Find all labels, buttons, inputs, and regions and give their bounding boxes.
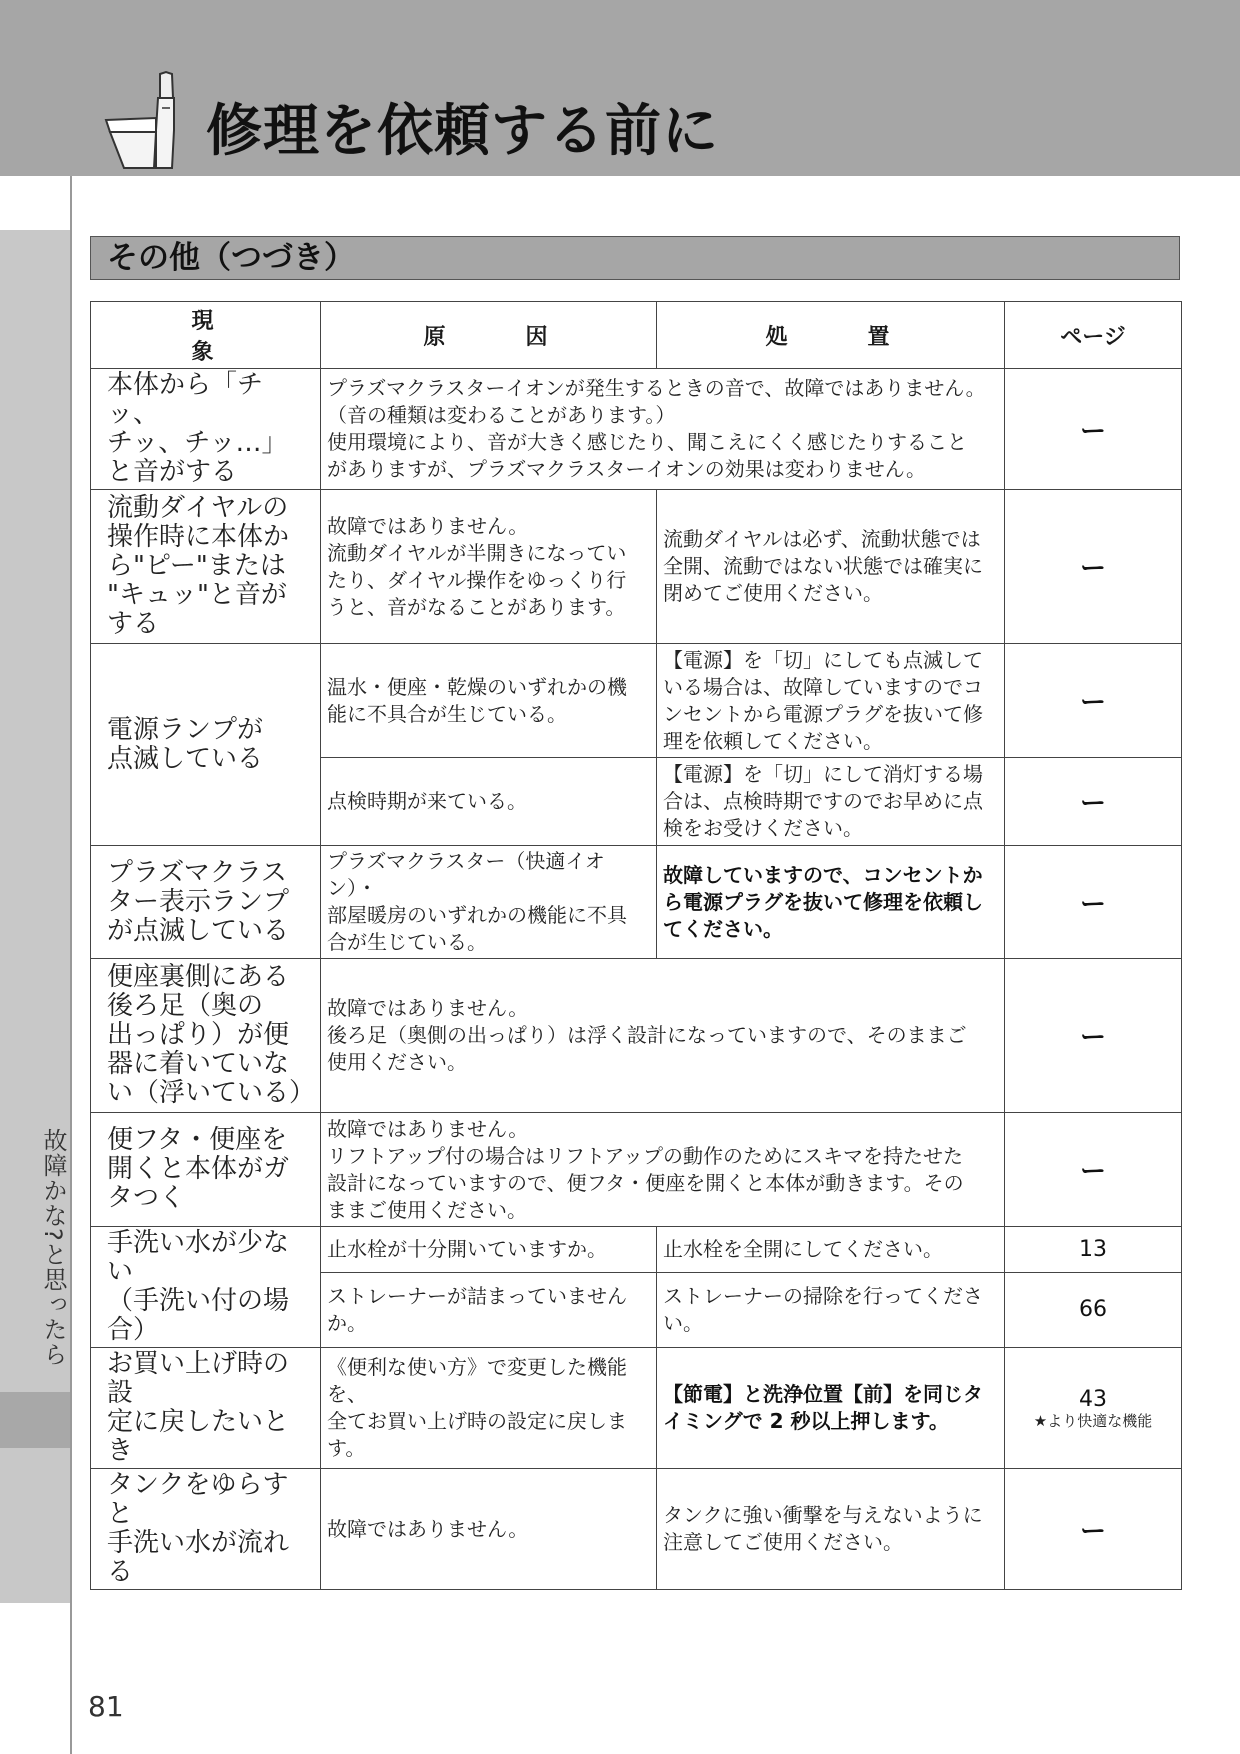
- cause-line: プラズマクラスター（快適イオン）・: [327, 849, 605, 900]
- cause-line: 流動ダイヤルが半開きになってい: [327, 540, 627, 565]
- cause-line: 使用環境により、音が大きく感じたり、聞こえにくく感じたりすること: [327, 430, 967, 454]
- page-cell: ー: [1005, 644, 1182, 758]
- symptom-line: お買い上げ時の設: [107, 1349, 290, 1408]
- remedy-line: 故障していますので、コンセントか: [663, 862, 983, 887]
- cause-line: 部屋暖房のいずれかの機能に不具: [327, 903, 627, 927]
- cause-cell: [321, 1113, 1005, 1227]
- table-row: [91, 1348, 1182, 1469]
- remedy-line: 【電源】を「切」にしても点滅して: [663, 647, 983, 672]
- page-cell: ー: [1005, 846, 1182, 959]
- symptom-line: 手洗い水が少ない: [107, 1228, 290, 1287]
- table-row: [91, 1227, 1182, 1273]
- cause-line: リフトアップ付の場合はリフトアップの動作のためにスキマを持たせた: [327, 1143, 963, 1168]
- side-tab-lower: [0, 1448, 70, 1603]
- symptom-line: い（浮いている）: [107, 1078, 316, 1108]
- symptom-cell: [91, 1469, 321, 1590]
- cause-cell: 止水栓が十分開いていますか。: [321, 1227, 657, 1273]
- cause-cell: [321, 644, 657, 758]
- remedy-line: 全開、流動ではない状態では確実に: [663, 554, 983, 578]
- cause-line: （音の種類は変わることがあります。）: [327, 403, 676, 427]
- cause-line: 後ろ足（奥側の出っぱり）は浮く設計になっていますので、そのままご: [327, 1023, 967, 1047]
- remedy-line: 注意してご使用ください。: [663, 1530, 903, 1554]
- remedy-line: 【節電】と洗浄位置【前】を同じタ: [663, 1382, 983, 1406]
- cause-line: 設計になっていますので、便フタ・便座を開くと本体が動きます。その: [327, 1170, 964, 1195]
- symptom-cell: [91, 1113, 321, 1227]
- table-row: [91, 490, 1182, 644]
- page-reference[interactable]: 66: [1005, 1272, 1182, 1347]
- symptom-line: タつく: [107, 1183, 186, 1213]
- table-row: [91, 1469, 1182, 1590]
- side-tab-label: 故障かな?と思ったら: [39, 1128, 67, 1367]
- remedy-line: ンセントから電源プラグを抜いて修: [663, 701, 983, 726]
- symptom-cell: [91, 369, 321, 490]
- symptom-cell: [91, 1227, 321, 1348]
- header-page: ページ: [1005, 302, 1182, 369]
- symptom-line: 定に戻したいとき: [107, 1407, 290, 1466]
- symptom-line: 流動ダイヤルの: [107, 493, 289, 523]
- page-title: 修理を依頼する前に: [206, 99, 719, 164]
- page-cell: ー: [1005, 1469, 1182, 1590]
- remedy-line: イミングで 2 秒以上押します。: [663, 1409, 949, 1433]
- symptom-line: 手洗い水が流れる: [107, 1528, 290, 1587]
- remedy-cell: [657, 1348, 1005, 1469]
- side-tab-active[interactable]: [0, 1392, 70, 1448]
- page-cell: ー: [1005, 959, 1182, 1113]
- symptom-line: 点滅している: [107, 743, 264, 774]
- cause-cell: [321, 846, 657, 959]
- cause-line: 全てお買い上げ時の設定に戻します。: [327, 1409, 627, 1460]
- symptom-line: する: [107, 609, 160, 639]
- remedy-cell: [657, 1469, 1005, 1590]
- cause-line: 故障ではありません。: [327, 513, 529, 538]
- troubleshooting-table: [90, 301, 1182, 1590]
- cause-line: がありますが、プラズマクラスターイオンの効果は変わりません。: [327, 457, 926, 481]
- cause-line: 能に不具合が生じている。: [327, 701, 567, 726]
- symptom-line: 後ろ足（奥の: [107, 991, 264, 1021]
- table-row: [91, 1113, 1182, 1227]
- remedy-cell: [657, 644, 1005, 758]
- page-cell: ー: [1005, 490, 1182, 644]
- symptom-cell: [91, 846, 321, 959]
- page-cell: ー: [1005, 1113, 1182, 1227]
- symptom-cell: [91, 1348, 321, 1469]
- symptom-line: 器に着いていな: [107, 1049, 290, 1079]
- symptom-line: 便座裏側にある: [107, 962, 290, 992]
- symptom-line: 便フタ・便座を: [107, 1125, 288, 1155]
- toilet-icon: [100, 68, 186, 172]
- section-title: その他（つづき）: [107, 240, 355, 276]
- symptom-line: （手洗い付の場合）: [107, 1286, 290, 1345]
- symptom-line: と音がする: [107, 457, 238, 487]
- remedy-line: タンクに強い衝撃を与えないように: [663, 1503, 983, 1527]
- symptom-line: 操作時に本体か: [107, 522, 290, 552]
- symptom-line: 出っぱり）が便: [107, 1020, 290, 1050]
- symptom-line: 本体から「チッ、: [107, 370, 264, 429]
- cause-line: たり、ダイヤル操作をゆっくり行: [327, 567, 627, 592]
- remedy-line: 合は、点検時期ですのでお早めに点: [663, 789, 983, 813]
- symptom-cell: [91, 490, 321, 644]
- remedy-line: 閉めてご使用ください。: [663, 581, 883, 605]
- symptom-line: が点滅している: [107, 915, 290, 946]
- symptom-line: 電源ランプが: [107, 714, 264, 745]
- cause-line: うと、音がなることがあります。: [327, 594, 626, 619]
- header-cause: 原因: [321, 302, 657, 369]
- remedy-line: 【電源】を「切」にして消灯する場: [663, 762, 983, 786]
- cause-line: 温水・便座・乾燥のいずれかの機: [327, 674, 627, 699]
- remedy-line: 理を依頼してください。: [663, 728, 883, 753]
- cause-line: 使用ください。: [327, 1050, 467, 1074]
- cause-line: プラズマクラスターイオンが発生するときの音で、故障ではありません。: [327, 376, 986, 400]
- remedy-cell: [657, 490, 1005, 644]
- table-row: [91, 369, 1182, 490]
- page-reference[interactable]: 13: [1005, 1227, 1182, 1273]
- page-reference[interactable]: [1005, 1348, 1182, 1469]
- remedy-cell: [657, 846, 1005, 959]
- symptom-cell: [91, 644, 321, 846]
- cause-line: 合が生じている。: [327, 930, 487, 954]
- table-header-row: [91, 302, 1182, 369]
- table-row: [91, 846, 1182, 959]
- cause-cell: [321, 369, 1005, 490]
- left-margin-rule: [70, 176, 72, 1754]
- symptom-line: ター表示ランプ: [107, 886, 290, 917]
- symptom-line: タンクをゆらすと: [107, 1470, 289, 1529]
- page-note: ★より快適な機能: [1033, 1411, 1153, 1430]
- symptom-line: "キュッ"と音が: [107, 580, 287, 610]
- cause-cell: [321, 758, 657, 846]
- remedy-line: 流動ダイヤルは必ず、流動状態では: [663, 527, 981, 551]
- remedy-cell: 止水栓を全開にしてください。: [657, 1227, 1005, 1273]
- page-number: 81: [88, 1690, 124, 1723]
- cause-cell: ストレーナーが詰まっていませんか。: [321, 1272, 657, 1347]
- symptom-line: ら"ピー"または: [107, 551, 286, 581]
- cause-line: 故障ではありません。: [327, 1516, 529, 1541]
- cause-cell: [321, 1348, 657, 1469]
- symptom-line: 開くと本体がガ: [107, 1154, 290, 1184]
- cause-line: 故障ではありません。: [327, 1116, 529, 1141]
- cause-line: ままご使用ください。: [327, 1197, 527, 1222]
- section-header: [90, 236, 1180, 280]
- table-row: [91, 644, 1182, 758]
- cause-line: 《便利な使い方》で変更した機能を、: [327, 1355, 627, 1406]
- symptom-line: プラズマクラス: [107, 857, 287, 888]
- symptom-line: チッ、チッ…」: [107, 428, 288, 458]
- remedy-line: ら電源プラグを抜いて修理を依頼し: [663, 889, 983, 914]
- cause-line: 点検時期が来ている。: [327, 789, 527, 813]
- symptom-cell: [91, 959, 321, 1113]
- remedy-cell: ストレーナーの掃除を行ってください。: [657, 1272, 1005, 1347]
- table-row: [91, 959, 1182, 1113]
- page-cell: ー: [1005, 758, 1182, 846]
- remedy-line: いる場合は、故障していますのでコ: [663, 674, 983, 699]
- cause-cell: [321, 1469, 657, 1590]
- remedy-line: 検をお受けください。: [663, 816, 863, 840]
- cause-cell: [321, 959, 1005, 1113]
- remedy-line: てください。: [663, 916, 783, 941]
- page-number-ref: 43: [1079, 1386, 1107, 1412]
- page-cell: ー: [1005, 369, 1182, 490]
- cause-cell: [321, 490, 657, 644]
- cause-line: 故障ではありません。: [327, 996, 529, 1020]
- header-remedy: 処置: [657, 302, 1005, 369]
- remedy-cell: [657, 758, 1005, 846]
- header-symptom: 現象: [91, 302, 321, 369]
